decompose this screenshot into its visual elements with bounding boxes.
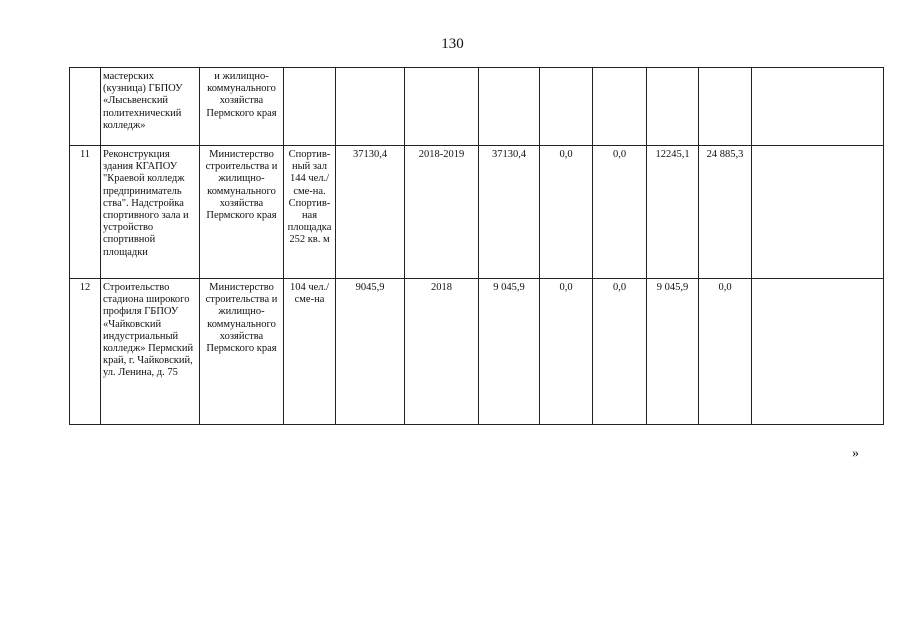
row-number: 11 (70, 146, 101, 279)
table-row (70, 279, 884, 425)
value-cell: 0,0 (593, 279, 647, 425)
note-cell (752, 279, 884, 425)
value-cell: 0,0 (593, 146, 647, 279)
value-cell: 12245,1 (647, 146, 699, 279)
value-cell: 24 885,3 (699, 146, 752, 279)
capacity-cell: 104 чел./сме-на (284, 279, 336, 425)
object-name: Строительство стадиона широкого профиля ГБПОУ «Чайковский индустриальный колледж» Пермский край, г. Чайковский, ул. Ленина, д. 75 (101, 279, 200, 425)
value-cell: 0,0 (699, 279, 752, 425)
capacity-cell: Спортив-ный зал 144 чел./сме-на. Спортив-ная площадка 252 кв. м (284, 146, 336, 279)
object-name: мастерских (кузница) ГБПОУ «Лысьвенский политехнический колледж» (101, 68, 200, 146)
ministry-cell: и жилищно-коммунального хозяйства Пермского края (200, 68, 284, 146)
cost-cell: 9045,9 (336, 279, 405, 425)
total-cell (479, 68, 540, 146)
value-cell (593, 68, 647, 146)
table-row (70, 68, 884, 146)
value-cell (540, 68, 593, 146)
period-cell (405, 68, 479, 146)
projects-table (69, 67, 884, 425)
note-cell (752, 146, 884, 279)
closing-quote-mark: » (852, 446, 859, 461)
value-cell (699, 68, 752, 146)
value-cell (647, 68, 699, 146)
cost-cell (336, 68, 405, 146)
value-cell: 9 045,9 (647, 279, 699, 425)
row-number (70, 68, 101, 146)
period-cell: 2018-2019 (405, 146, 479, 279)
value-cell: 0,0 (540, 146, 593, 279)
period-cell: 2018 (405, 279, 479, 425)
ministry-cell: Министерство строительства и жилищно-коммунального хозяйства Пермского края (200, 279, 284, 425)
capacity-cell (284, 68, 336, 146)
ministry-cell: Министерство строительства и жилищно-коммунального хозяйства Пермского края (200, 146, 284, 279)
total-cell: 37130,4 (479, 146, 540, 279)
value-cell: 0,0 (540, 279, 593, 425)
object-name: Реконструкция здания КГАПОУ "Краевой колледж предприниматель ства". Надстройка спортивного зала и устройство спортивной площадки (101, 146, 200, 279)
table-row (70, 146, 884, 279)
cost-cell: 37130,4 (336, 146, 405, 279)
row-number: 12 (70, 279, 101, 425)
page-number: 130 (441, 36, 464, 52)
total-cell: 9 045,9 (479, 279, 540, 425)
note-cell (752, 68, 884, 146)
